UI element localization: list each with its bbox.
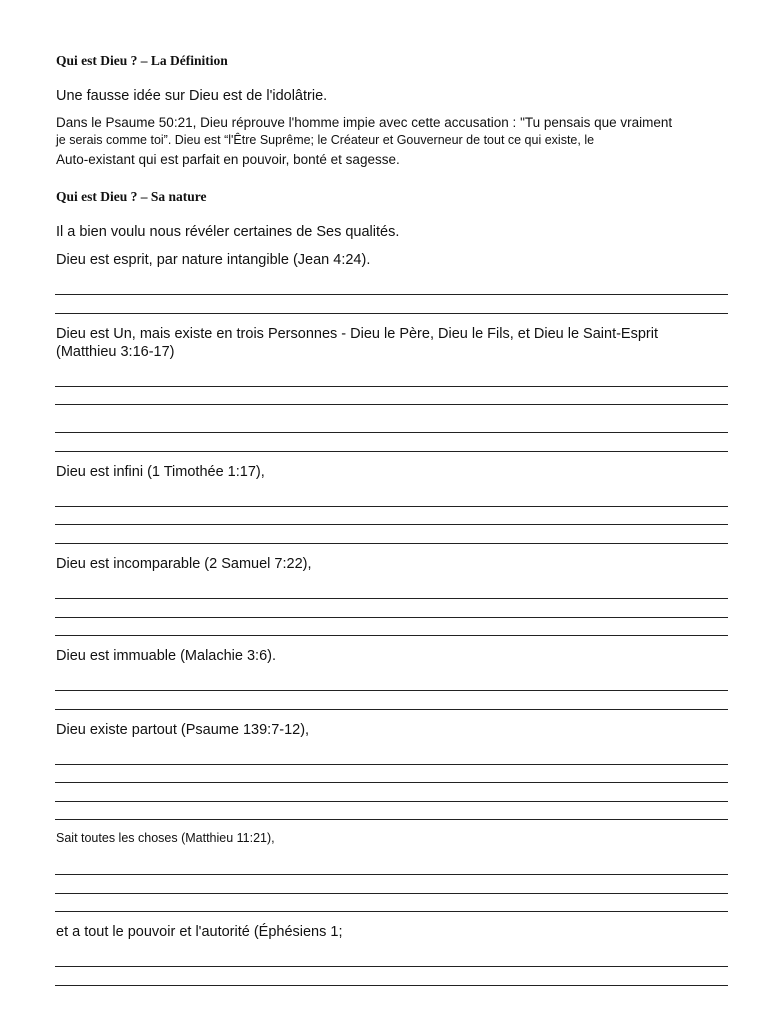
answer-line: [55, 690, 728, 691]
section-heading-nature: Qui est Dieu ? – Sa nature: [56, 189, 207, 204]
answer-line: [55, 764, 728, 765]
answer-line: [55, 404, 728, 405]
attribute-omniscient: Sait toutes les choses (Matthieu 11:21),: [56, 831, 275, 845]
attribute-infinite: Dieu est infini (1 Timothée 1:17),: [56, 464, 265, 480]
nature-intro: Il a bien voulu nous révéler certaines de Ses qualités.: [56, 224, 400, 240]
answer-line: [55, 874, 728, 875]
attribute-spirit: Dieu est esprit, par nature intangible (Jean 4:24).: [56, 252, 371, 268]
attribute-omnipresent: Dieu existe partout (Psaume 139:7-12),: [56, 722, 310, 738]
answer-line: [55, 966, 728, 967]
answer-line: [55, 709, 728, 710]
answer-line: [55, 782, 728, 783]
attribute-trinity-line-2: (Matthieu 3:16-17): [56, 344, 175, 360]
answer-line: [55, 313, 728, 314]
answer-line: [55, 432, 728, 433]
attribute-trinity-line-1: Dieu est Un, mais existe en trois Personnes - Dieu le Père, Dieu le Fils, et Dieu le Saint-Esprit: [56, 326, 658, 342]
answer-line: [55, 386, 728, 387]
attribute-omnipotent: et a tout le pouvoir et l'autorité (Éphésiens 1;: [56, 924, 343, 940]
answer-line: [55, 819, 728, 820]
attribute-immutable: Dieu est immuable (Malachie 3:6).: [56, 648, 277, 664]
answer-line: [55, 294, 728, 295]
definition-line-1: Dans le Psaume 50:21, Dieu réprouve l'homme impie avec cette accusation : "Tu pensais que vraiment: [56, 115, 673, 130]
definition-line-3: Auto-existant qui est parfait en pouvoir, bonté et sagesse.: [56, 152, 400, 167]
answer-line: [55, 801, 728, 802]
answer-line: [55, 911, 728, 912]
answer-line: [55, 451, 728, 452]
definition-line-2: je serais comme toi”. Dieu est “l'Être Suprême; le Créateur et Gouverneur de tout ce qui existe, le: [56, 133, 595, 147]
answer-line: [55, 543, 728, 544]
answer-line: [55, 893, 728, 894]
answer-line: [55, 506, 728, 507]
attribute-incomparable: Dieu est incomparable (2 Samuel 7:22),: [56, 556, 312, 572]
definition-intro: Une fausse idée sur Dieu est de l'idolâtrie.: [56, 88, 328, 104]
answer-line: [55, 985, 728, 986]
section-heading-definition: Qui est Dieu ? – La Définition: [56, 53, 228, 68]
answer-line: [55, 524, 728, 525]
answer-line: [55, 617, 728, 618]
answer-line: [55, 635, 728, 636]
answer-line: [55, 598, 728, 599]
